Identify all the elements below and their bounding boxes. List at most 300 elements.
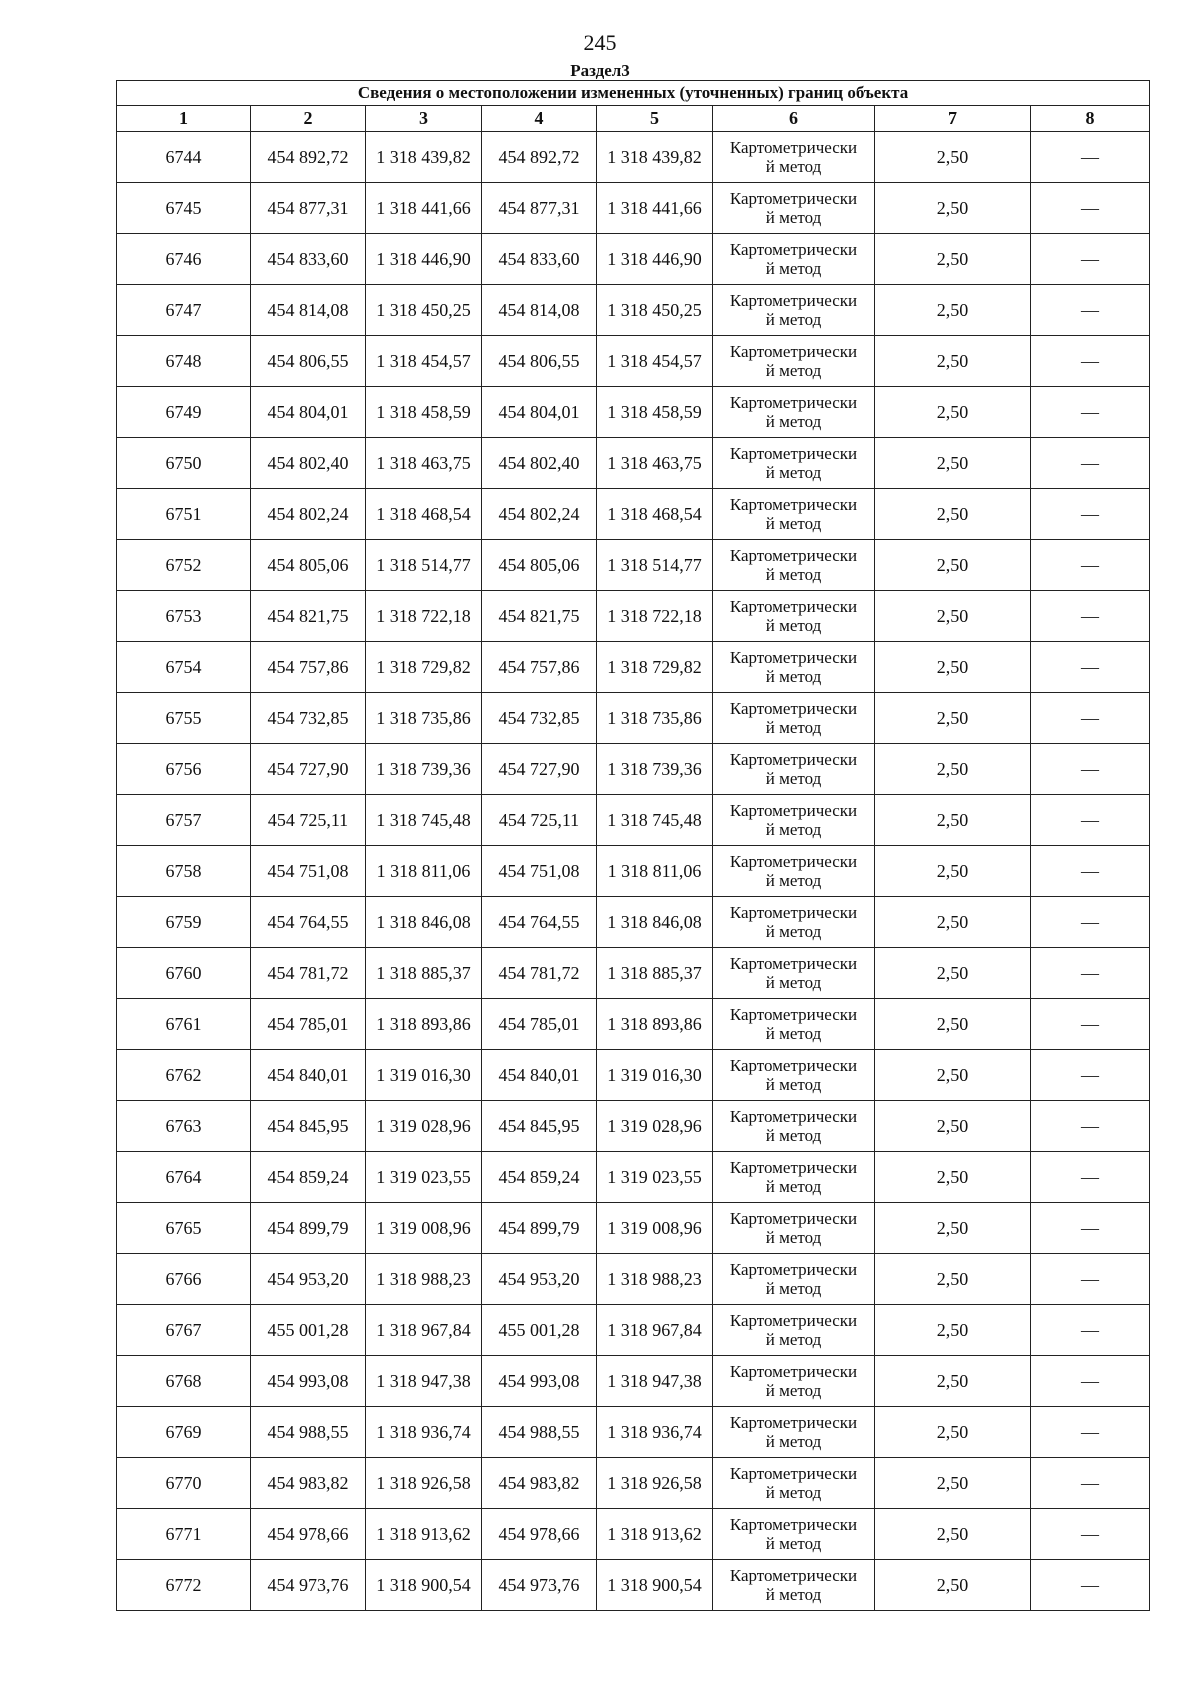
new-x-cell: 454 806,55 [482,336,597,387]
note-cell: — [1031,846,1150,897]
new-x-cell: 454 814,08 [482,285,597,336]
new-x-cell: 454 983,82 [482,1458,597,1509]
old-x-cell: 454 814,08 [251,285,366,336]
method-text-line1: Картометрически [729,699,858,718]
method-text-line2: й метод [765,514,822,533]
accuracy-cell: 2,50 [875,1560,1031,1611]
table-row [117,1050,1150,1101]
table-row [117,1407,1150,1458]
method-text-line2: й метод [765,1177,822,1196]
method-text-line2: й метод [765,1483,822,1502]
column-number: 1 [117,106,251,132]
note-cell: — [1031,1203,1150,1254]
note-cell: — [1031,744,1150,795]
old-y-cell: 1 318 441,66 [366,183,482,234]
old-y-cell: 1 319 028,96 [366,1101,482,1152]
new-x-cell: 454 840,01 [482,1050,597,1101]
point-number-cell: 6745 [117,183,251,234]
new-x-cell: 454 802,24 [482,489,597,540]
old-x-cell: 454 804,01 [251,387,366,438]
table-row [117,285,1150,336]
old-y-cell: 1 318 722,18 [366,591,482,642]
table-row [117,1305,1150,1356]
method-text-line2: й метод [765,463,822,482]
table-caption: Сведения о местоположении измененных (уточненных) границ объекта [117,81,1150,106]
method-text-line2: й метод [765,310,822,329]
point-number-cell: 6752 [117,540,251,591]
accuracy-cell: 2,50 [875,1101,1031,1152]
method-text-line1: Картометрически [729,1464,858,1483]
accuracy-cell: 2,50 [875,1509,1031,1560]
new-x-cell: 454 781,72 [482,948,597,999]
note-cell: — [1031,285,1150,336]
column-number: 5 [597,106,713,132]
old-x-cell: 454 892,72 [251,132,366,183]
old-y-cell: 1 318 893,86 [366,999,482,1050]
note-cell: — [1031,1509,1150,1560]
accuracy-cell: 2,50 [875,642,1031,693]
point-number-cell: 6758 [117,846,251,897]
new-y-cell: 1 318 811,06 [597,846,713,897]
accuracy-cell: 2,50 [875,744,1031,795]
point-number-cell: 6750 [117,438,251,489]
new-y-cell: 1 318 514,77 [597,540,713,591]
method-text-line2: й метод [765,1432,822,1451]
new-y-cell: 1 318 885,37 [597,948,713,999]
method-cell [713,183,875,234]
column-number: 3 [366,106,482,132]
method-text-line1: Картометрически [729,240,858,259]
new-x-cell: 454 845,95 [482,1101,597,1152]
accuracy-cell: 2,50 [875,591,1031,642]
column-number-row [117,106,1150,132]
new-y-cell: 1 318 900,54 [597,1560,713,1611]
table-row [117,642,1150,693]
method-text-line1: Картометрически [729,1413,858,1432]
accuracy-cell: 2,50 [875,285,1031,336]
new-x-cell: 454 751,08 [482,846,597,897]
table-row [117,999,1150,1050]
method-text-line2: й метод [765,820,822,839]
accuracy-cell: 2,50 [875,693,1031,744]
accuracy-cell: 2,50 [875,1356,1031,1407]
table-row [117,795,1150,846]
method-text-line2: й метод [765,157,822,176]
old-y-cell: 1 318 729,82 [366,642,482,693]
method-text-line2: й метод [765,361,822,380]
old-x-cell: 454 805,06 [251,540,366,591]
table-row [117,693,1150,744]
old-y-cell: 1 318 926,58 [366,1458,482,1509]
new-x-cell: 454 833,60 [482,234,597,285]
method-cell [713,540,875,591]
method-text-line1: Картометрически [729,189,858,208]
method-text-line2: й метод [765,412,822,431]
note-cell: — [1031,234,1150,285]
table-row [117,489,1150,540]
new-y-cell: 1 318 913,62 [597,1509,713,1560]
note-cell: — [1031,948,1150,999]
old-x-cell: 454 727,90 [251,744,366,795]
new-y-cell: 1 318 729,82 [597,642,713,693]
accuracy-cell: 2,50 [875,489,1031,540]
new-x-cell: 454 785,01 [482,999,597,1050]
method-text-line1: Картометрически [729,1311,858,1330]
point-number-cell: 6763 [117,1101,251,1152]
method-text-line2: й метод [765,616,822,635]
old-x-cell: 454 877,31 [251,183,366,234]
table-row [117,1356,1150,1407]
new-x-cell: 454 732,85 [482,693,597,744]
new-y-cell: 1 318 463,75 [597,438,713,489]
point-number-cell: 6759 [117,897,251,948]
method-cell [713,1152,875,1203]
method-cell [713,1254,875,1305]
new-x-cell: 454 805,06 [482,540,597,591]
new-x-cell: 454 802,40 [482,438,597,489]
method-cell [713,999,875,1050]
old-x-cell: 454 751,08 [251,846,366,897]
method-cell [713,1509,875,1560]
new-y-cell: 1 318 441,66 [597,183,713,234]
note-cell: — [1031,1407,1150,1458]
old-y-cell: 1 318 735,86 [366,693,482,744]
old-y-cell: 1 318 811,06 [366,846,482,897]
method-cell [713,1050,875,1101]
accuracy-cell: 2,50 [875,132,1031,183]
note-cell: — [1031,336,1150,387]
old-y-cell: 1 318 885,37 [366,948,482,999]
new-x-cell: 454 727,90 [482,744,597,795]
old-x-cell: 454 988,55 [251,1407,366,1458]
table-row [117,897,1150,948]
old-x-cell: 454 845,95 [251,1101,366,1152]
new-x-cell: 454 821,75 [482,591,597,642]
old-x-cell: 454 840,01 [251,1050,366,1101]
old-y-cell: 1 318 458,59 [366,387,482,438]
method-cell [713,1356,875,1407]
point-number-cell: 6769 [117,1407,251,1458]
column-number: 8 [1031,106,1150,132]
point-number-cell: 6765 [117,1203,251,1254]
old-x-cell: 454 757,86 [251,642,366,693]
table-row [117,540,1150,591]
old-y-cell: 1 318 454,57 [366,336,482,387]
point-number-cell: 6747 [117,285,251,336]
method-text-line1: Картометрически [729,1515,858,1534]
method-text-line1: Картометрически [729,1107,858,1126]
table-row [117,1509,1150,1560]
method-text-line2: й метод [765,1024,822,1043]
table-caption-row [117,81,1150,106]
new-x-cell: 454 764,55 [482,897,597,948]
method-text-line1: Картометрически [729,801,858,820]
table-row [117,1152,1150,1203]
method-cell [713,591,875,642]
point-number-cell: 6744 [117,132,251,183]
old-y-cell: 1 318 967,84 [366,1305,482,1356]
new-x-cell: 454 953,20 [482,1254,597,1305]
method-text-line2: й метод [765,1381,822,1400]
note-cell: — [1031,183,1150,234]
accuracy-cell: 2,50 [875,234,1031,285]
method-text-line1: Картометрически [729,291,858,310]
new-x-cell: 454 859,24 [482,1152,597,1203]
method-text-line2: й метод [765,1534,822,1553]
new-y-cell: 1 318 893,86 [597,999,713,1050]
new-x-cell: 454 725,11 [482,795,597,846]
new-y-cell: 1 318 926,58 [597,1458,713,1509]
new-x-cell: 454 892,72 [482,132,597,183]
note-cell: — [1031,897,1150,948]
method-cell [713,132,875,183]
method-cell [713,1560,875,1611]
point-number-cell: 6770 [117,1458,251,1509]
old-y-cell: 1 318 936,74 [366,1407,482,1458]
table-row [117,387,1150,438]
page-number: 245 [583,30,617,55]
note-cell: — [1031,1305,1150,1356]
method-text-line1: Картометрически [729,903,858,922]
method-cell [713,1407,875,1458]
new-y-cell: 1 318 988,23 [597,1254,713,1305]
new-x-cell: 454 988,55 [482,1407,597,1458]
old-y-cell: 1 318 450,25 [366,285,482,336]
method-text-line1: Картометрически [729,1158,858,1177]
old-x-cell: 454 833,60 [251,234,366,285]
table-body [117,132,1150,1611]
accuracy-cell: 2,50 [875,1305,1031,1356]
new-y-cell: 1 319 023,55 [597,1152,713,1203]
point-number-cell: 6754 [117,642,251,693]
method-cell [713,1101,875,1152]
new-y-cell: 1 318 439,82 [597,132,713,183]
method-cell [713,1305,875,1356]
method-text-line1: Картометрически [729,546,858,565]
table-row [117,1101,1150,1152]
new-x-cell: 454 973,76 [482,1560,597,1611]
table-row [117,1254,1150,1305]
method-cell [713,285,875,336]
accuracy-cell: 2,50 [875,948,1031,999]
new-y-cell: 1 318 947,38 [597,1356,713,1407]
point-number-cell: 6755 [117,693,251,744]
method-cell [713,234,875,285]
new-y-cell: 1 318 967,84 [597,1305,713,1356]
point-number-cell: 6751 [117,489,251,540]
method-text-line1: Картометрически [729,393,858,412]
note-cell: — [1031,642,1150,693]
method-text-line1: Картометрически [729,444,858,463]
accuracy-cell: 2,50 [875,1407,1031,1458]
old-x-cell: 454 781,72 [251,948,366,999]
old-y-cell: 1 318 468,54 [366,489,482,540]
method-text-line2: й метод [765,871,822,890]
method-text-line1: Картометрически [729,1056,858,1075]
table-row [117,1203,1150,1254]
section-title: Раздел3 [570,61,630,80]
old-x-cell: 454 978,66 [251,1509,366,1560]
old-y-cell: 1 318 745,48 [366,795,482,846]
accuracy-cell: 2,50 [875,1050,1031,1101]
old-y-cell: 1 319 016,30 [366,1050,482,1101]
old-y-cell: 1 319 008,96 [366,1203,482,1254]
table-row [117,438,1150,489]
accuracy-cell: 2,50 [875,897,1031,948]
note-cell: — [1031,1458,1150,1509]
note-cell: — [1031,693,1150,744]
table-row [117,948,1150,999]
method-text-line2: й метод [765,1228,822,1247]
old-y-cell: 1 318 913,62 [366,1509,482,1560]
old-y-cell: 1 318 900,54 [366,1560,482,1611]
accuracy-cell: 2,50 [875,795,1031,846]
note-cell: — [1031,1050,1150,1101]
note-cell: — [1031,1356,1150,1407]
method-text-line2: й метод [765,718,822,737]
point-number-cell: 6746 [117,234,251,285]
old-y-cell: 1 318 463,75 [366,438,482,489]
method-cell [713,642,875,693]
method-text-line2: й метод [765,1330,822,1349]
new-x-cell: 454 899,79 [482,1203,597,1254]
old-y-cell: 1 319 023,55 [366,1152,482,1203]
method-cell [713,846,875,897]
method-text-line2: й метод [765,565,822,584]
method-cell [713,336,875,387]
new-y-cell: 1 318 458,59 [597,387,713,438]
method-cell [713,1458,875,1509]
old-x-cell: 454 802,40 [251,438,366,489]
new-x-cell: 454 978,66 [482,1509,597,1560]
new-y-cell: 1 318 468,54 [597,489,713,540]
method-text-line1: Картометрически [729,1362,858,1381]
note-cell: — [1031,1254,1150,1305]
old-y-cell: 1 318 947,38 [366,1356,482,1407]
accuracy-cell: 2,50 [875,1152,1031,1203]
method-text-line1: Картометрически [729,1209,858,1228]
old-y-cell: 1 318 439,82 [366,132,482,183]
note-cell: — [1031,489,1150,540]
accuracy-cell: 2,50 [875,846,1031,897]
accuracy-cell: 2,50 [875,1458,1031,1509]
new-y-cell: 1 318 846,08 [597,897,713,948]
point-number-cell: 6749 [117,387,251,438]
point-number-cell: 6772 [117,1560,251,1611]
method-text-line2: й метод [765,973,822,992]
point-number-cell: 6756 [117,744,251,795]
method-cell [713,948,875,999]
old-x-cell: 454 802,24 [251,489,366,540]
old-x-cell: 454 993,08 [251,1356,366,1407]
old-x-cell: 454 983,82 [251,1458,366,1509]
table-row [117,336,1150,387]
method-text-line1: Картометрически [729,1005,858,1024]
note-cell: — [1031,132,1150,183]
note-cell: — [1031,540,1150,591]
new-y-cell: 1 318 446,90 [597,234,713,285]
table-row [117,1458,1150,1509]
new-y-cell: 1 319 008,96 [597,1203,713,1254]
note-cell: — [1031,387,1150,438]
accuracy-cell: 2,50 [875,183,1031,234]
new-y-cell: 1 318 739,36 [597,744,713,795]
point-number-cell: 6766 [117,1254,251,1305]
old-x-cell: 454 732,85 [251,693,366,744]
table-row [117,183,1150,234]
method-cell [713,387,875,438]
new-y-cell: 1 318 722,18 [597,591,713,642]
method-cell [713,744,875,795]
method-text-line2: й метод [765,1075,822,1094]
method-cell [713,897,875,948]
table-row [117,744,1150,795]
old-x-cell: 454 785,01 [251,999,366,1050]
old-y-cell: 1 318 988,23 [366,1254,482,1305]
method-text-line2: й метод [765,1126,822,1145]
table-row [117,132,1150,183]
column-number: 7 [875,106,1031,132]
column-number: 4 [482,106,597,132]
column-number: 2 [251,106,366,132]
method-cell [713,693,875,744]
method-cell [713,1203,875,1254]
table-row [117,846,1150,897]
method-text-line1: Картометрически [729,750,858,769]
method-text-line1: Картометрически [729,342,858,361]
method-text-line1: Картометрически [729,495,858,514]
table-row [117,591,1150,642]
new-x-cell: 455 001,28 [482,1305,597,1356]
point-number-cell: 6757 [117,795,251,846]
old-x-cell: 454 725,11 [251,795,366,846]
note-cell: — [1031,795,1150,846]
note-cell: — [1031,999,1150,1050]
old-x-cell: 454 764,55 [251,897,366,948]
note-cell: — [1031,1560,1150,1611]
method-text-line2: й метод [765,667,822,686]
method-text-line2: й метод [765,922,822,941]
method-text-line2: й метод [765,259,822,278]
new-y-cell: 1 318 936,74 [597,1407,713,1458]
method-text-line2: й метод [765,1585,822,1604]
method-text-line1: Картометрически [729,597,858,616]
note-cell: — [1031,1101,1150,1152]
old-x-cell: 454 899,79 [251,1203,366,1254]
method-text-line2: й метод [765,1279,822,1298]
note-cell: — [1031,591,1150,642]
point-number-cell: 6762 [117,1050,251,1101]
note-cell: — [1031,1152,1150,1203]
new-y-cell: 1 318 735,86 [597,693,713,744]
method-text-line1: Картометрически [729,1260,858,1279]
method-cell [713,489,875,540]
method-cell [713,438,875,489]
old-x-cell: 454 821,75 [251,591,366,642]
method-text-line2: й метод [765,208,822,227]
old-x-cell: 454 973,76 [251,1560,366,1611]
old-x-cell: 454 806,55 [251,336,366,387]
column-number: 6 [713,106,875,132]
point-number-cell: 6760 [117,948,251,999]
accuracy-cell: 2,50 [875,336,1031,387]
accuracy-cell: 2,50 [875,387,1031,438]
new-y-cell: 1 319 016,30 [597,1050,713,1101]
method-text-line1: Картометрически [729,1566,858,1585]
accuracy-cell: 2,50 [875,540,1031,591]
old-x-cell: 454 859,24 [251,1152,366,1203]
new-y-cell: 1 318 450,25 [597,285,713,336]
